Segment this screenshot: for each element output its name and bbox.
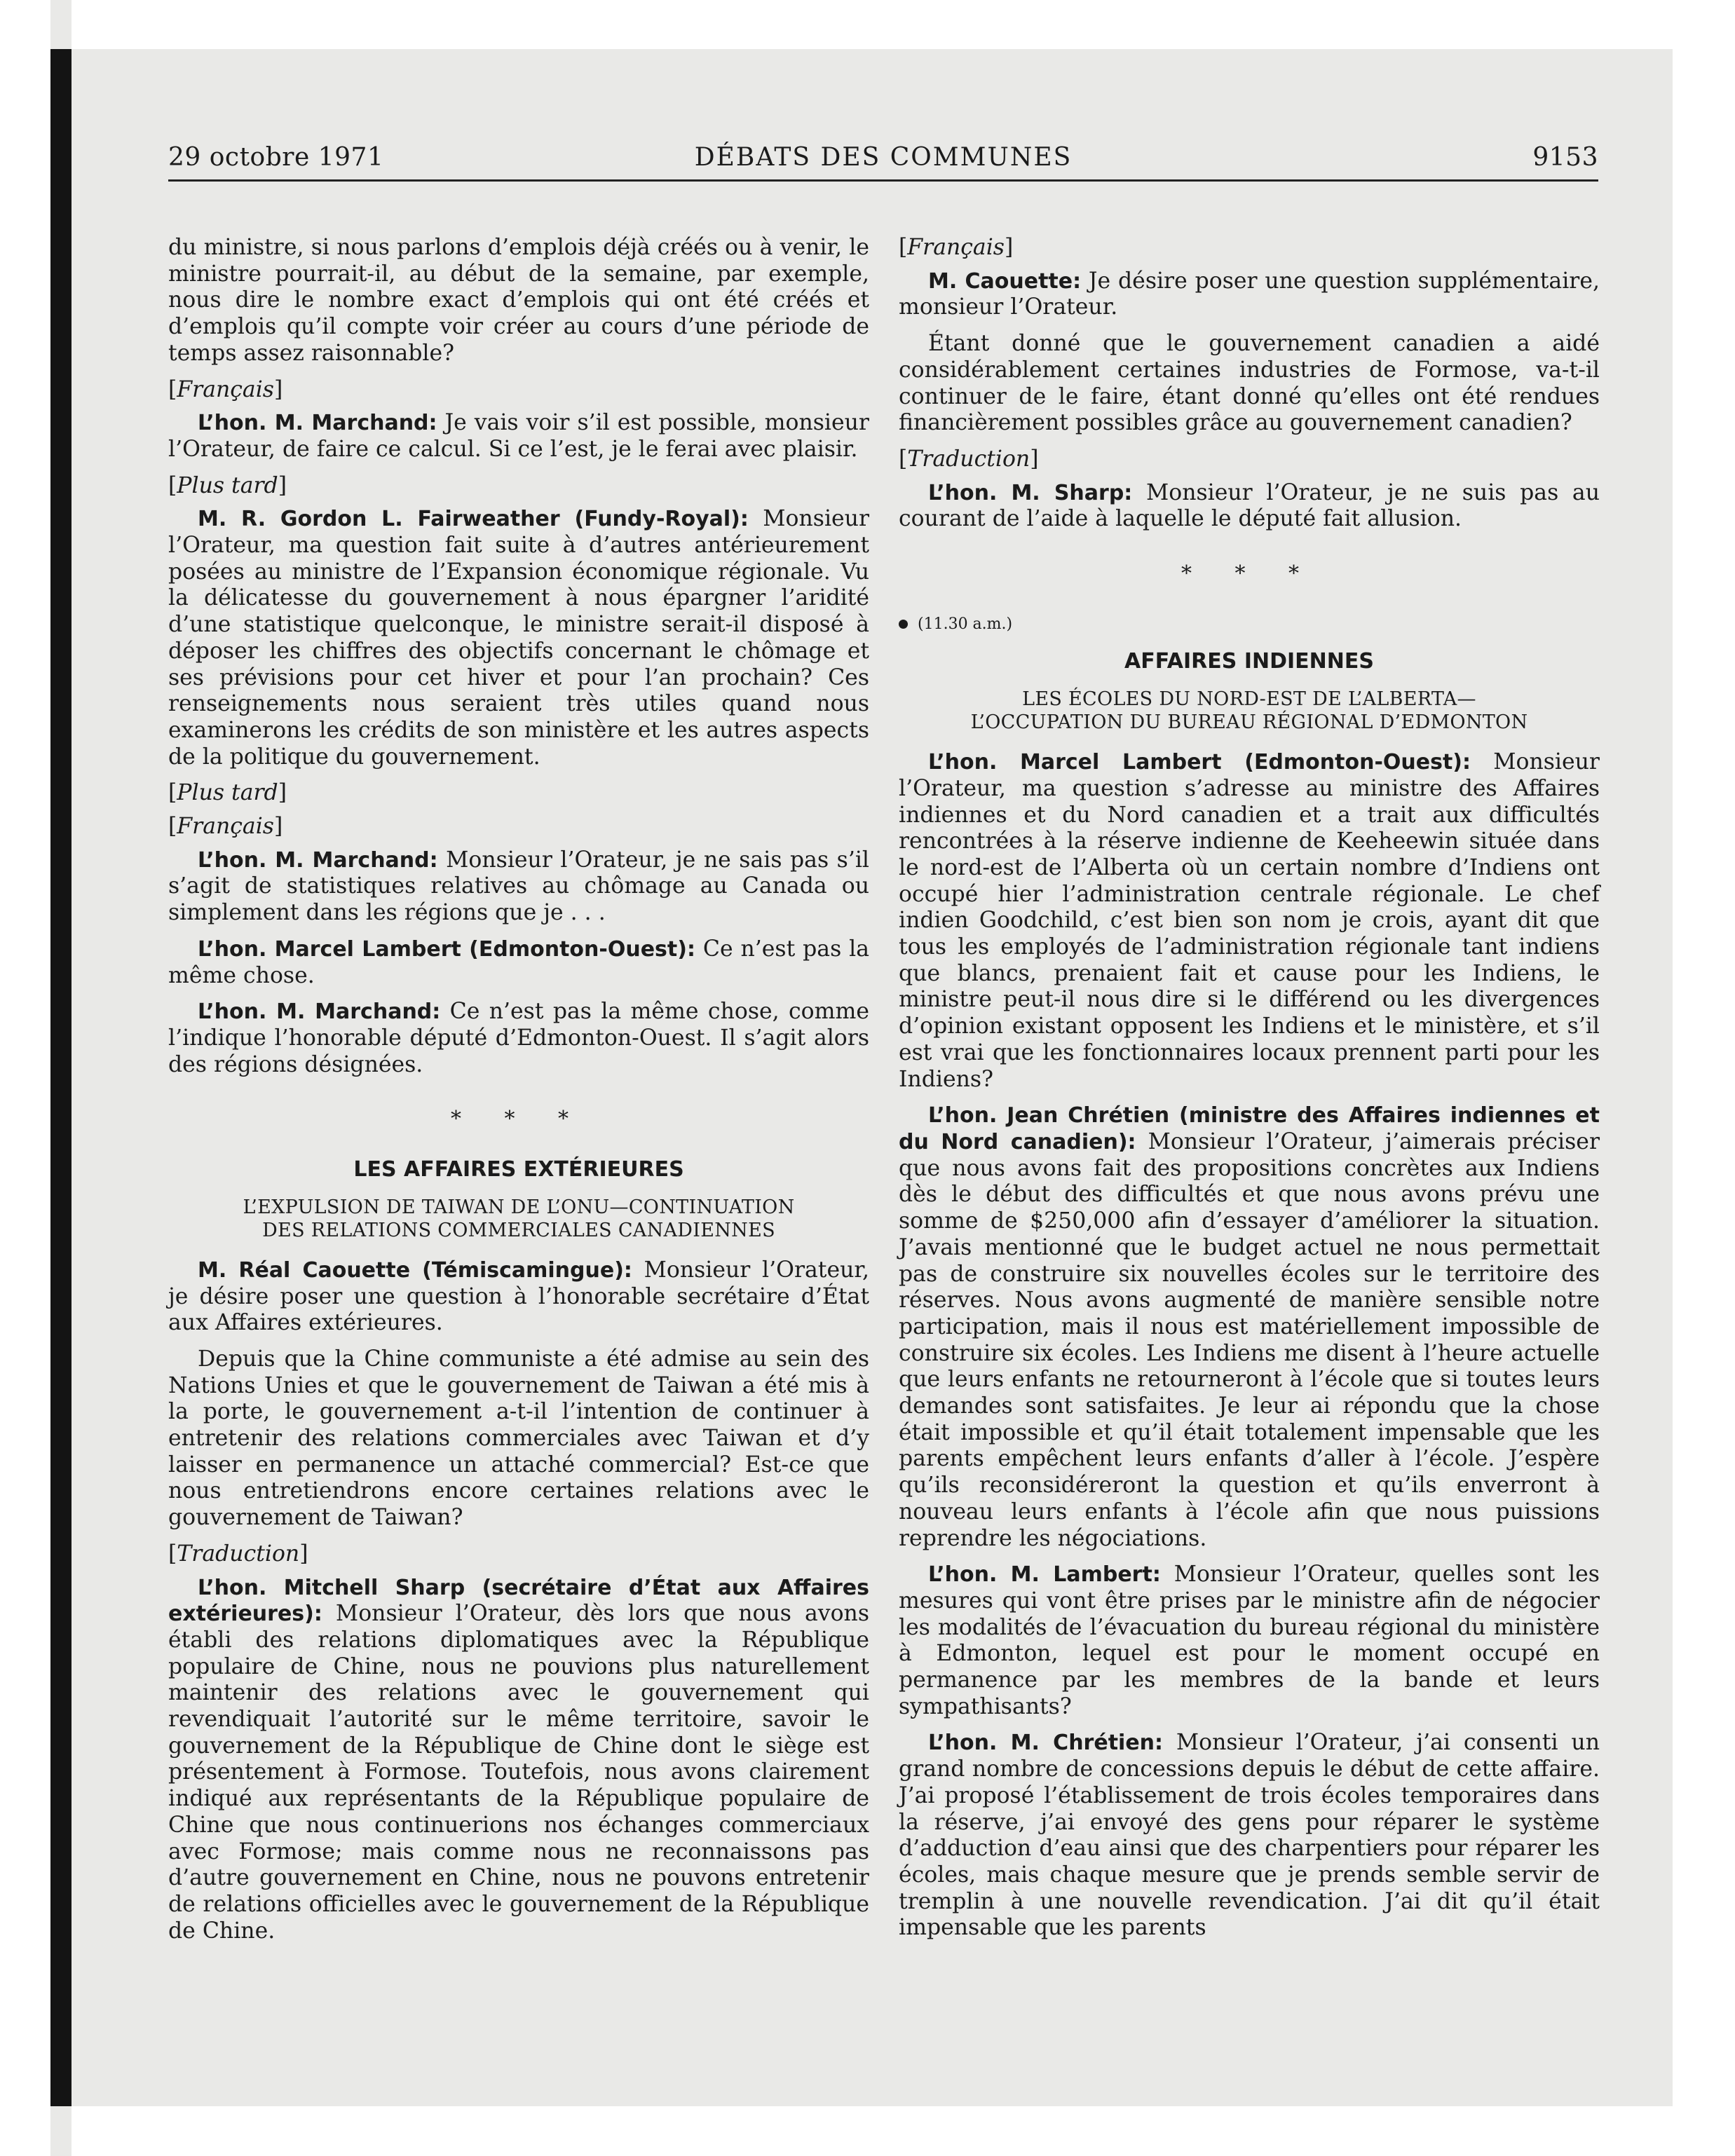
tag-text: Traduction (177, 1541, 300, 1567)
scan-margin-top (72, 0, 1673, 49)
speaker-name: L’hon. Jean Chrétien (ministre des Affaires indiennes et du Nord canadien): (899, 1103, 1600, 1154)
subsection-line: L’EXPULSION DE TAIWAN DE L’ONU—CONTINUATION (243, 1196, 795, 1218)
speaker-name: L’hon. M. Marchand: (198, 411, 437, 436)
speech-text: Ce n’est pas la même chose, comme l’indique l’honorable député d’Edmonton-Ouest. Il s’agit alors des régions désignées. (168, 999, 869, 1077)
speech-text: Monsieur l’Orateur, quelles sont les mesures qui vont être prises par le ministre afin de négocier les modalités de l’évacuation du bureau régional du ministère à Edmonton, lequel est pour le moment occupé en permanence par les membres de la bande et leurs sympathisants? (899, 1562, 1600, 1719)
time-tag: [Plus tard] (168, 780, 287, 806)
paragraph: Étant donné que le gouvernement canadien a aidé considérablement certaines industries de Formose, va-t-il continuer de le faire, étant donné qu’elles ont été rendues financièrement possibles grâce au gouvernement canadien? (899, 331, 1600, 436)
time-text: (11.30 a.m.) (918, 615, 1013, 633)
speech (168, 1257, 869, 1337)
subsection-line: L’OCCUPATION DU BUREAU RÉGIONAL D’EDMONTON (970, 711, 1528, 734)
tag-text: Plus tard (177, 472, 278, 498)
speech (899, 1562, 1600, 1720)
scan-margin-right (1673, 0, 1735, 2156)
subsection-heading (899, 688, 1600, 734)
left-column (168, 235, 869, 1954)
speech (168, 847, 869, 927)
speaker-name: L’hon. M. Chrétien: (928, 1731, 1164, 1756)
time-tag: [Plus tard] (168, 472, 287, 498)
language-tag: [Traduction] (168, 1541, 308, 1567)
speech (168, 1575, 869, 1945)
speaker-name: L’hon. Marcel Lambert (Edmonton-Ouest): (198, 936, 695, 962)
tag-text: Français (177, 814, 274, 840)
speech-text: Monsieur l’Orateur, j’aimerais préciser que nous avons fait des propositions concrètes aux Indiens dès le début des difficultés et que nous avons prévu une somme de $250,000 afin d’essayer d’améliorer la situation. J’avais mentionné que le budget actuel ne nous permettait pas de construire six nouvelles écoles sur le territoire des réserves. Nous avons augmenté de manière sensible notre participation, mais il nous est matériellement impossible de construire six écoles. Les Indiens me disent à l’heure actuelle que leurs enfants ne retourneront à l’école que si toutes leurs demandes sont satisfaites. Je leur ai répondu que la chose était impossible et qu’il était totalement impensable que les parents empêchent leurs enfants d’aller à l’école. J’espère qu’ils reconsidéreront la question et qu’ils enverront à nouveau leurs enfants à l’école afin que nous puissions reprendre les négociations. (899, 1128, 1600, 1551)
speech (899, 1103, 1600, 1552)
tag-text: Français (907, 235, 1005, 260)
subsection-line: DES RELATIONS COMMERCIALES CANADIENNES (262, 1219, 775, 1241)
speech-text: Monsieur l’Orateur, j’ai consenti un grand nombre de concessions depuis le début de cette affaire. J’ai proposé l’établissement de trois écoles temporaires dans la réserve, j’ai envoyé des gens pour réparer le système d’adduction d’eau ainsi que des charpentiers pour réparer les écoles, mais chaque mesure que je prends semble servir de tremplin à une nouvelle revendication. J’ai dit qu’il était impensable que les parents (899, 1730, 1600, 1941)
speaker-name: M. Caouette: (928, 268, 1082, 294)
speech (168, 506, 869, 770)
speech (168, 410, 869, 463)
speaker-name: M. Réal Caouette (Témiscamingue): (198, 1257, 632, 1283)
section-heading: AFFAIRES INDIENNES (1124, 649, 1374, 674)
tag-text: Plus tard (177, 780, 278, 806)
language-tag: [Français] (168, 814, 283, 840)
bullet-icon (899, 620, 908, 629)
speech (168, 936, 869, 989)
speech-text: Monsieur l’Orateur, je ne suis pas au courant de l’aide à laquelle le député fait allusion. (899, 479, 1600, 532)
speaker-name: M. R. Gordon L. Fairweather (Fundy-Royal): (198, 507, 749, 532)
header-title: DÉBATS DES COMMUNES (694, 143, 1073, 172)
tag-text: Traduction (907, 446, 1030, 472)
language-tag: [Français] (168, 376, 283, 402)
speech (899, 480, 1600, 533)
speaker-name: L’hon. Mitchell Sharp (secrétaire d’État aux Affaires extérieures): (168, 1575, 869, 1627)
speech (899, 1730, 1600, 1942)
header-page-number: 9153 (1532, 143, 1598, 172)
time-marker (899, 611, 1600, 638)
language-tag: [Traduction] (899, 446, 1039, 472)
scan-margin-bottom (72, 2106, 1673, 2156)
paragraph: du ministre, si nous parlons d’emplois déjà créés ou à venir, le ministre pourrait-il, au début de la semaine, par exemple, nous dire le nombre exact d’emplois qui ont été créés et d’emplois qu’il compte voir créer au cours d’une période de temps assez raisonnable? (168, 235, 869, 366)
section-separator: * * * (450, 1107, 587, 1132)
scan-margin-left (0, 0, 50, 2156)
tag-text: Français (177, 376, 274, 402)
speaker-name: L’hon. Marcel Lambert (Edmonton-Ouest): (928, 750, 1471, 775)
subsection-line: LES ÉCOLES DU NORD-EST DE L’ALBERTA— (1022, 688, 1476, 711)
speech-text: Monsieur l’Orateur, je désire poser une question à l’honorable secrétaire d’État aux Affaires extérieures. (168, 1257, 869, 1336)
header-date: 29 octobre 1971 (168, 143, 384, 172)
speech-text: Monsieur l’Orateur, ma question fait suite à d’autres antérieurement posées au ministre de l’Expansion économique régionale. Vu la délicatesse du gouvernement à nous épargner l’aridité d’une statistique quelconque, le ministre serait-il disposé à déposer les chiffres des objectifs concernant le chômage et ses prévisions pour cet hiver et pour l’an prochain? Ces renseignements nous seraient très utiles quand nous examinerons les crédits de son ministère et les autres aspects de la politique du gouvernement. (168, 506, 870, 770)
speech-text: Je désire poser une question supplémentaire, monsieur l’Orateur. (899, 268, 1600, 320)
paragraph: Depuis que la Chine communiste a été admise au sein des Nations Unies et que le gouvernement de Taiwan a été mis à la porte, le gouvernement a-t-il l’intention de continuer à entretenir des relations commerciales avec Taiwan et d’y laisser en permanence un attaché commercial? Est-ce que nous entretiendrons encore certaines relations avec le gouvernement de Taiwan? (168, 1346, 869, 1531)
speaker-name: L’hon. M. Lambert: (928, 1562, 1161, 1588)
speech-text: Monsieur l’Orateur, dès lors que nous avons établi des relations diplomatiques avec la République populaire de Chine, nous ne pouvions plus naturellement maintenir des relations avec le gouvernement qui revendiquait l’autorité sur le même territoire, savoir le gouvernement de la République de Chine dont le siège est présentement à Formose. Toutefois, nous avons clairement indiqué aux représentants de la République populaire de Chine que nous continuerions nos échanges commerciaux avec Formose; mais comme nous ne reconnaissons pas d’autre gouvernement en Chine, nous ne pouvons entretenir de relations officielles avec le gouvernement de la République de Chine. (168, 1601, 869, 1944)
speech (168, 999, 869, 1078)
speaker-name: L’hon. M. Marchand: (198, 999, 441, 1025)
speaker-name: L’hon. M. Marchand: (198, 847, 438, 873)
subsection-heading (168, 1196, 869, 1242)
page-header (168, 140, 1598, 182)
speech-text: Je vais voir s’il est possible, monsieur l’Orateur, de faire ce calcul. Si ce l’est, je le ferai avec plaisir. (168, 410, 869, 462)
speech-text: Monsieur l’Orateur, je ne sais pas s’il s’agit de statistiques relatives au chômage au Canada ou simplement dans les régions que je . . . (168, 847, 869, 926)
speech-text: Monsieur l’Orateur, ma question s’adresse au ministre des Affaires indiennes et du Nord canadien et a trait aux difficultés rencontrées à la réserve indienne de Keeheewin située dans le nord-est de l’Alberta où un certain nombre d’Indiens ont occupé hier l’administration centrale régionale. Le chef indien Goodchild, c’est bien son nom je crois, ayant dit que tous les employés de l’administration régionale tant indiens que blancs, prenaient fait et cause pour les Indiens, le ministre peut-il nous dire si le différend ou les divergences d’opinion existant opposent les Indiens et le ministère, et s’il est vrai que les fonctionnaires locaux prennent parti pour les Indiens? (899, 749, 1600, 1092)
speaker-name: L’hon. M. Sharp: (928, 480, 1133, 505)
language-tag: [Français] (899, 235, 1014, 260)
speech (899, 749, 1600, 1093)
speech-text: Ce n’est pas la même chose. (168, 936, 869, 988)
section-separator: * * * (1181, 561, 1318, 587)
right-column (899, 235, 1600, 1951)
speech (899, 268, 1600, 321)
section-heading: LES AFFAIRES EXTÉRIEURES (353, 1157, 684, 1182)
scan-binding-bar (50, 49, 72, 2106)
